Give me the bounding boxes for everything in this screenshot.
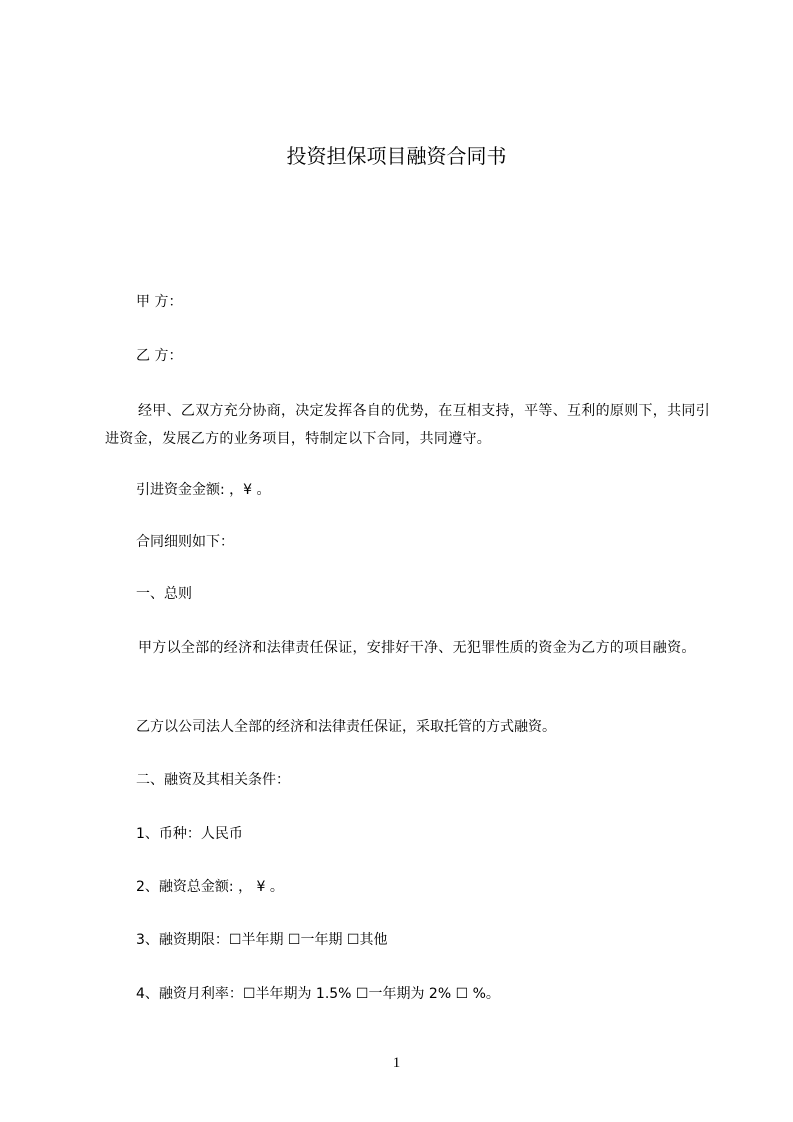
page-number: 1 [392, 1055, 401, 1071]
section1-heading: 一、总则 [136, 586, 192, 602]
party-b-line: 乙 方： [136, 348, 183, 364]
section2-item-1: 1、币种：人民币 [136, 826, 243, 842]
section2-heading: 二、融资及其相关条件： [136, 772, 290, 788]
section1-paragraph-2: 乙方以公司法人全部的经济和法律责任保证，采取托管的方式融资。 [136, 719, 556, 735]
intro-paragraph: 经甲、乙双方充分协商，决定发挥各自的优势，在互相支持，平等、互利的原则下，共同引进资金，发展乙方的业务项目，特制定以下合同，共同遵守。 [105, 403, 710, 447]
section2-item-2: 2、融资总金额: ， ¥ 。 [136, 879, 284, 895]
document-title: 投资担保项目融资合同书 [286, 144, 507, 168]
section1-paragraph-1: 甲方以全部的经济和法律责任保证，安排好干净、无犯罪性质的资金为乙方的项目融资。 [138, 640, 696, 656]
section2-item-3: 3、融资期限：☐半年期 ☐一年期 ☐其他 [136, 932, 388, 948]
details-heading: 合同细则如下： [136, 534, 234, 550]
party-a-line: 甲 方： [136, 294, 183, 310]
section2-item-4: 4、融资月利率：☐半年期为 1.5% ☐一年期为 2% ☐ %。 [136, 986, 500, 1002]
amount-line: 引进资金金额: ，¥ 。 [136, 482, 271, 498]
